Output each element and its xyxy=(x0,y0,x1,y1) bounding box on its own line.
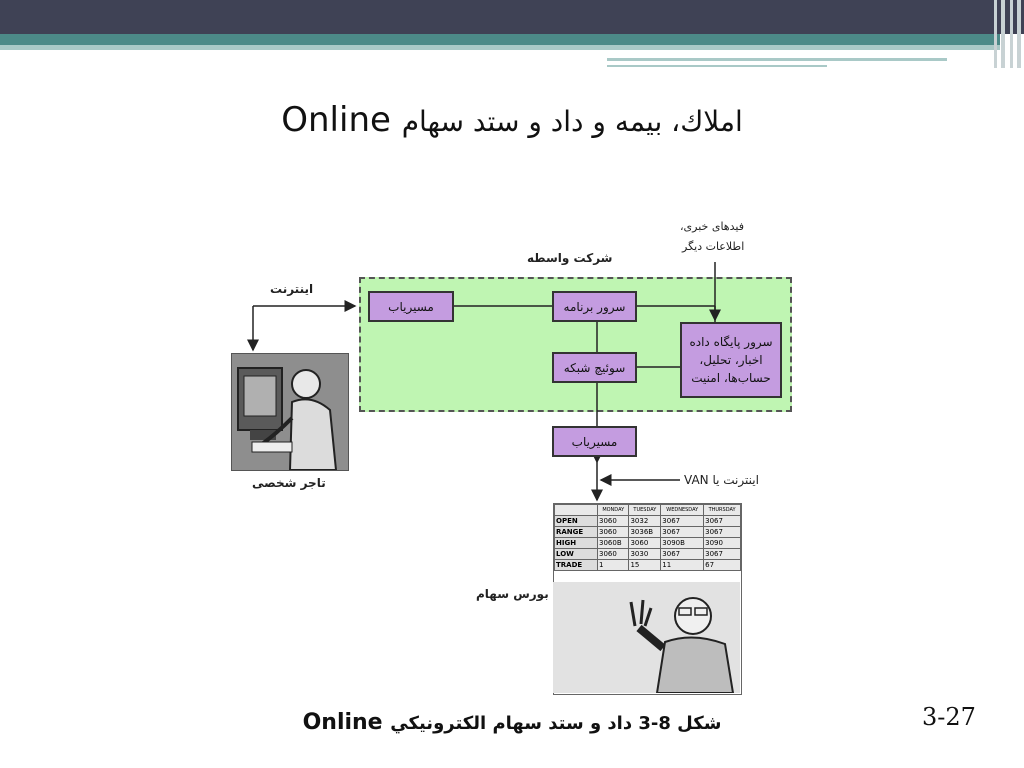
broker-illustration xyxy=(553,582,740,693)
table-cell: 3060 xyxy=(598,549,629,560)
table-cell: 3060 xyxy=(629,538,661,549)
van-label: اینترنت یا VAN xyxy=(684,473,759,487)
table-cell: 3067 xyxy=(661,549,704,560)
table-cell: 11 xyxy=(661,560,704,571)
app-server-label: سرور برنامه xyxy=(563,299,626,314)
caption-en: Online xyxy=(302,710,383,735)
db-server-label-1: سرور پایگاه داده xyxy=(689,335,773,349)
internet-label: اینترنت xyxy=(270,282,314,296)
db-server-label-2: اخبار، تحلیل، xyxy=(699,353,763,367)
day-header: THURSDAY xyxy=(704,505,741,516)
table-cell: 3060B xyxy=(598,538,629,549)
db-server-node xyxy=(680,322,782,398)
router-company-node xyxy=(368,291,454,322)
table-row xyxy=(555,527,741,538)
router-company-label: مسیریاب xyxy=(388,299,434,314)
table-cell: 3067 xyxy=(704,527,741,538)
trader-illustration xyxy=(231,353,349,471)
news-label-1: فیدهای خبری، xyxy=(680,220,744,233)
figure-caption xyxy=(0,710,1024,735)
app-server-node xyxy=(552,291,637,322)
row-header: TRADE xyxy=(555,560,598,571)
table-cell: 3067 xyxy=(661,516,704,527)
network-switch-node xyxy=(552,352,637,383)
table-row xyxy=(555,560,741,571)
title-fa: املاك، بيمه و داد و ستد سهام xyxy=(401,105,743,138)
table-header-row xyxy=(555,505,741,516)
table-cell: 3090B xyxy=(661,538,704,549)
table-corner xyxy=(555,505,598,516)
db-server-label-3: حساب‌ها، امنیت xyxy=(691,371,771,385)
row-header: OPEN xyxy=(555,516,598,527)
table-row xyxy=(555,516,741,527)
row-header: LOW xyxy=(555,549,598,560)
exchange-table xyxy=(554,504,741,571)
row-header: RANGE xyxy=(555,527,598,538)
title-en: Online xyxy=(281,100,391,140)
trader-label: تاجر شخصی xyxy=(252,476,326,490)
table-cell: 3067 xyxy=(704,549,741,560)
slide-number: 3-27 xyxy=(922,703,976,731)
table-cell: 3060 xyxy=(598,527,629,538)
day-header: WEDNESDAY xyxy=(661,505,704,516)
caption-fa: شكل 8-3 داد و ستد سهام الكترونيكي xyxy=(390,713,722,734)
day-header: TUESDAY xyxy=(629,505,661,516)
table-cell: 3067 xyxy=(661,527,704,538)
company-label: شرکت واسطه xyxy=(527,251,613,265)
row-header: HIGH xyxy=(555,538,598,549)
table-cell: 1 xyxy=(598,560,629,571)
table-cell: 3060 xyxy=(598,516,629,527)
news-label-2: اطلاعات دیگر xyxy=(682,240,745,253)
table-row xyxy=(555,549,741,560)
table-cell: 3090 xyxy=(704,538,741,549)
table-row xyxy=(555,538,741,549)
table-cell: 3036B xyxy=(629,527,661,538)
table-cell: 3032 xyxy=(629,516,661,527)
router-out-label: مسیریاب xyxy=(571,434,618,449)
exchange-label: بورس سهام xyxy=(476,587,549,601)
router-out-node xyxy=(552,426,637,457)
table-cell: 15 xyxy=(629,560,661,571)
table-cell: 3067 xyxy=(704,516,741,527)
network-switch-label: سوئیچ شبکه xyxy=(563,360,626,375)
table-cell: 3030 xyxy=(629,549,661,560)
day-header: MONDAY xyxy=(598,505,629,516)
table-cell: 67 xyxy=(704,560,741,571)
